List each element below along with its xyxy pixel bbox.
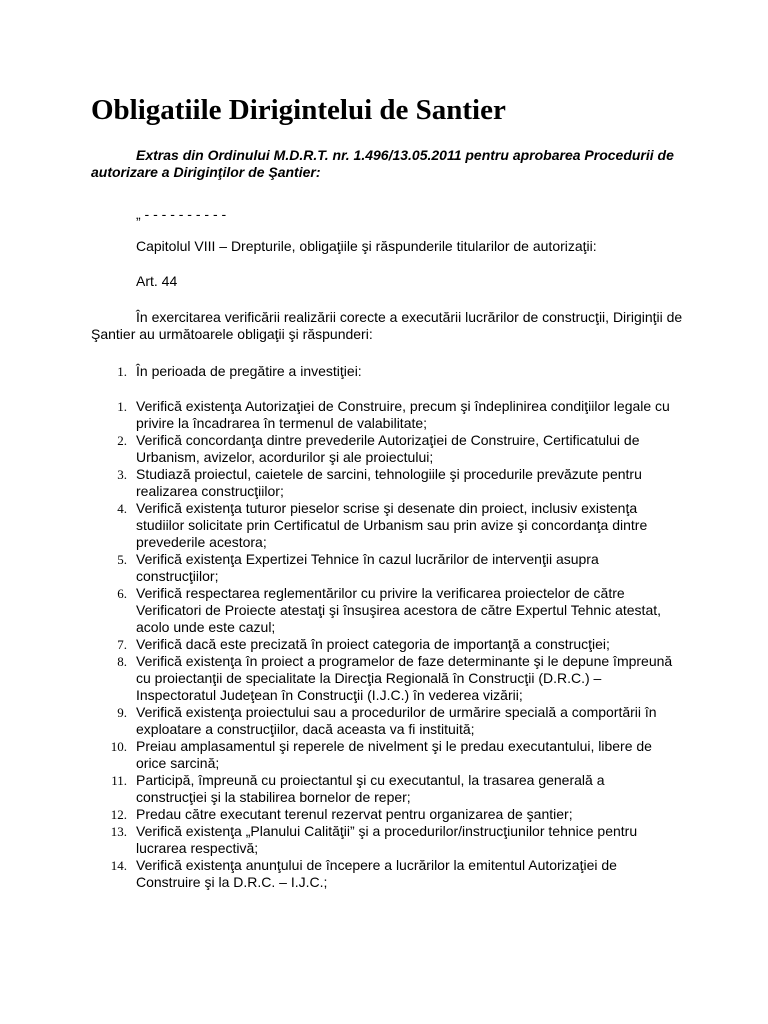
top-numbered-list	[0, 363, 676, 380]
list-item-text: În perioada de pregătire a investiţiei:	[136, 363, 362, 379]
document-title: Obligatiile Dirigintelui de Santier	[91, 94, 506, 126]
list-item-text: Verifică existenţa proiectului sau a procedurilor de urmărire specială a comportării în exploatare a construcţiilor, dacă aceasta va fi instituită;	[136, 704, 657, 737]
list-item	[0, 653, 676, 704]
list-item	[0, 636, 676, 653]
intro-paragraph: Extras din Ordinului M.D.R.T. nr. 1.496/13.05.2011 pentru aprobarea Procedurii de autorizare a Diriginţilor de Şantier:	[91, 147, 674, 180]
list-item	[0, 500, 676, 551]
list-item-number: 9.	[117, 705, 127, 720]
obligations-list	[0, 398, 676, 891]
list-item-text: Verifică concordanţa dintre prevederile Autorizaţiei de Construire, Certificatului de Urbanism, avizelor, acordurilor şi ale proiectului;	[136, 432, 640, 465]
list-item	[0, 466, 676, 500]
list-item-number: 10.	[110, 739, 127, 754]
list-item-text: Verifică existenţa „Planului Calităţii” şi a procedurilor/instrucţiunilor tehnice pentru lucrarea respectivă;	[136, 823, 638, 856]
list-item-number: 3.	[117, 467, 127, 482]
list-item	[0, 823, 676, 857]
list-item-number: 8.	[117, 654, 127, 669]
article-paragraph: În exercitarea verificării realizării corecte a executării lucrărilor de construcţii, Diriginţii de Şantier au următoarele obligaţii şi răspunderi:	[91, 309, 683, 342]
list-item-number: 1.	[117, 399, 127, 414]
list-item	[0, 363, 676, 380]
list-item-number: 5.	[117, 552, 127, 567]
article-number: Art. 44	[136, 273, 178, 289]
chapter-heading: Capitolul VIII – Drepturile, obligaţiile şi răspunderile titularilor de autorizaţii:	[136, 238, 597, 254]
list-item-text: Verifică existenţa tuturor pieselor scrise şi desenate din proiect, inclusiv existenţa studiilor solicitate prin Certificatul de Urbanism sau prin avize şi concordanţa dintre prevederile acestora;	[136, 500, 648, 550]
list-item-text: Verifică dacă este precizată în proiect categoria de importanţă a construcţiei;	[136, 636, 610, 652]
list-item-number: 12.	[110, 807, 127, 822]
list-item	[0, 806, 676, 823]
list-item	[0, 432, 676, 466]
quote-open-dashes: „ - - - - - - - - - -	[136, 206, 227, 222]
list-item	[0, 857, 676, 891]
list-item-text: Verifică existenţa Expertizei Tehnice în cazul lucrărilor de intervenţii asupra construcţiilor;	[136, 551, 599, 584]
list-item-number: 13.	[110, 824, 127, 839]
list-item-number: 4.	[117, 501, 127, 516]
list-item-number: 6.	[117, 586, 127, 601]
list-item-text: Verifică respectarea reglementărilor cu privire la verificarea proiectelor de către Verificatori de Proiecte atestaţi şi însuşirea acestora de către Expertul Tehnic atestat, acolo unde este cazul;	[136, 585, 662, 635]
list-item-text: Studiază proiectul, caietele de sarcini, tehnologiile şi procedurile prevăzute pentru realizarea construcţiilor;	[136, 466, 642, 499]
list-item-text: Verifică existenţa Autorizaţiei de Construire, precum şi îndeplinirea condiţiilor legale cu privire la încadrarea în termenul de valabilitate;	[136, 398, 670, 431]
list-item	[0, 585, 676, 636]
list-item	[0, 551, 676, 585]
list-item-text: Predau către executant terenul rezervat pentru organizarea de şantier;	[136, 806, 573, 822]
list-item-number: 14.	[110, 858, 127, 873]
list-item-number: 7.	[117, 637, 127, 652]
list-item-number: 11.	[111, 773, 127, 788]
list-item	[0, 738, 676, 772]
list-item-text: Verifică existenţa anunţului de începere a lucrărilor la emitentul Autorizaţiei de Construire şi la D.R.C. – I.J.C.;	[136, 857, 617, 890]
list-item-text: Participă, împreună cu proiectantul şi cu executantul, la trasarea generală a construcţiei şi la stabilirea bornelor de reper;	[136, 772, 605, 805]
list-item-number: 1.	[117, 364, 127, 379]
list-item	[0, 398, 676, 432]
list-item	[0, 704, 676, 738]
list-item-number: 2.	[117, 433, 127, 448]
list-item-text: Preiau amplasamentul şi reperele de nivelment şi le predau executantului, libere de orice sarcină;	[136, 738, 652, 771]
list-item	[0, 772, 676, 806]
list-item-text: Verifică existenţa în proiect a programelor de faze determinante şi le depune împreună cu proiectanţii de specialitate la Direcţia Regională în Construcţii (D.R.C.) – Inspectoratul Judeţean în Construcţii (I.J.C.) în vederea vizării;	[136, 653, 673, 703]
